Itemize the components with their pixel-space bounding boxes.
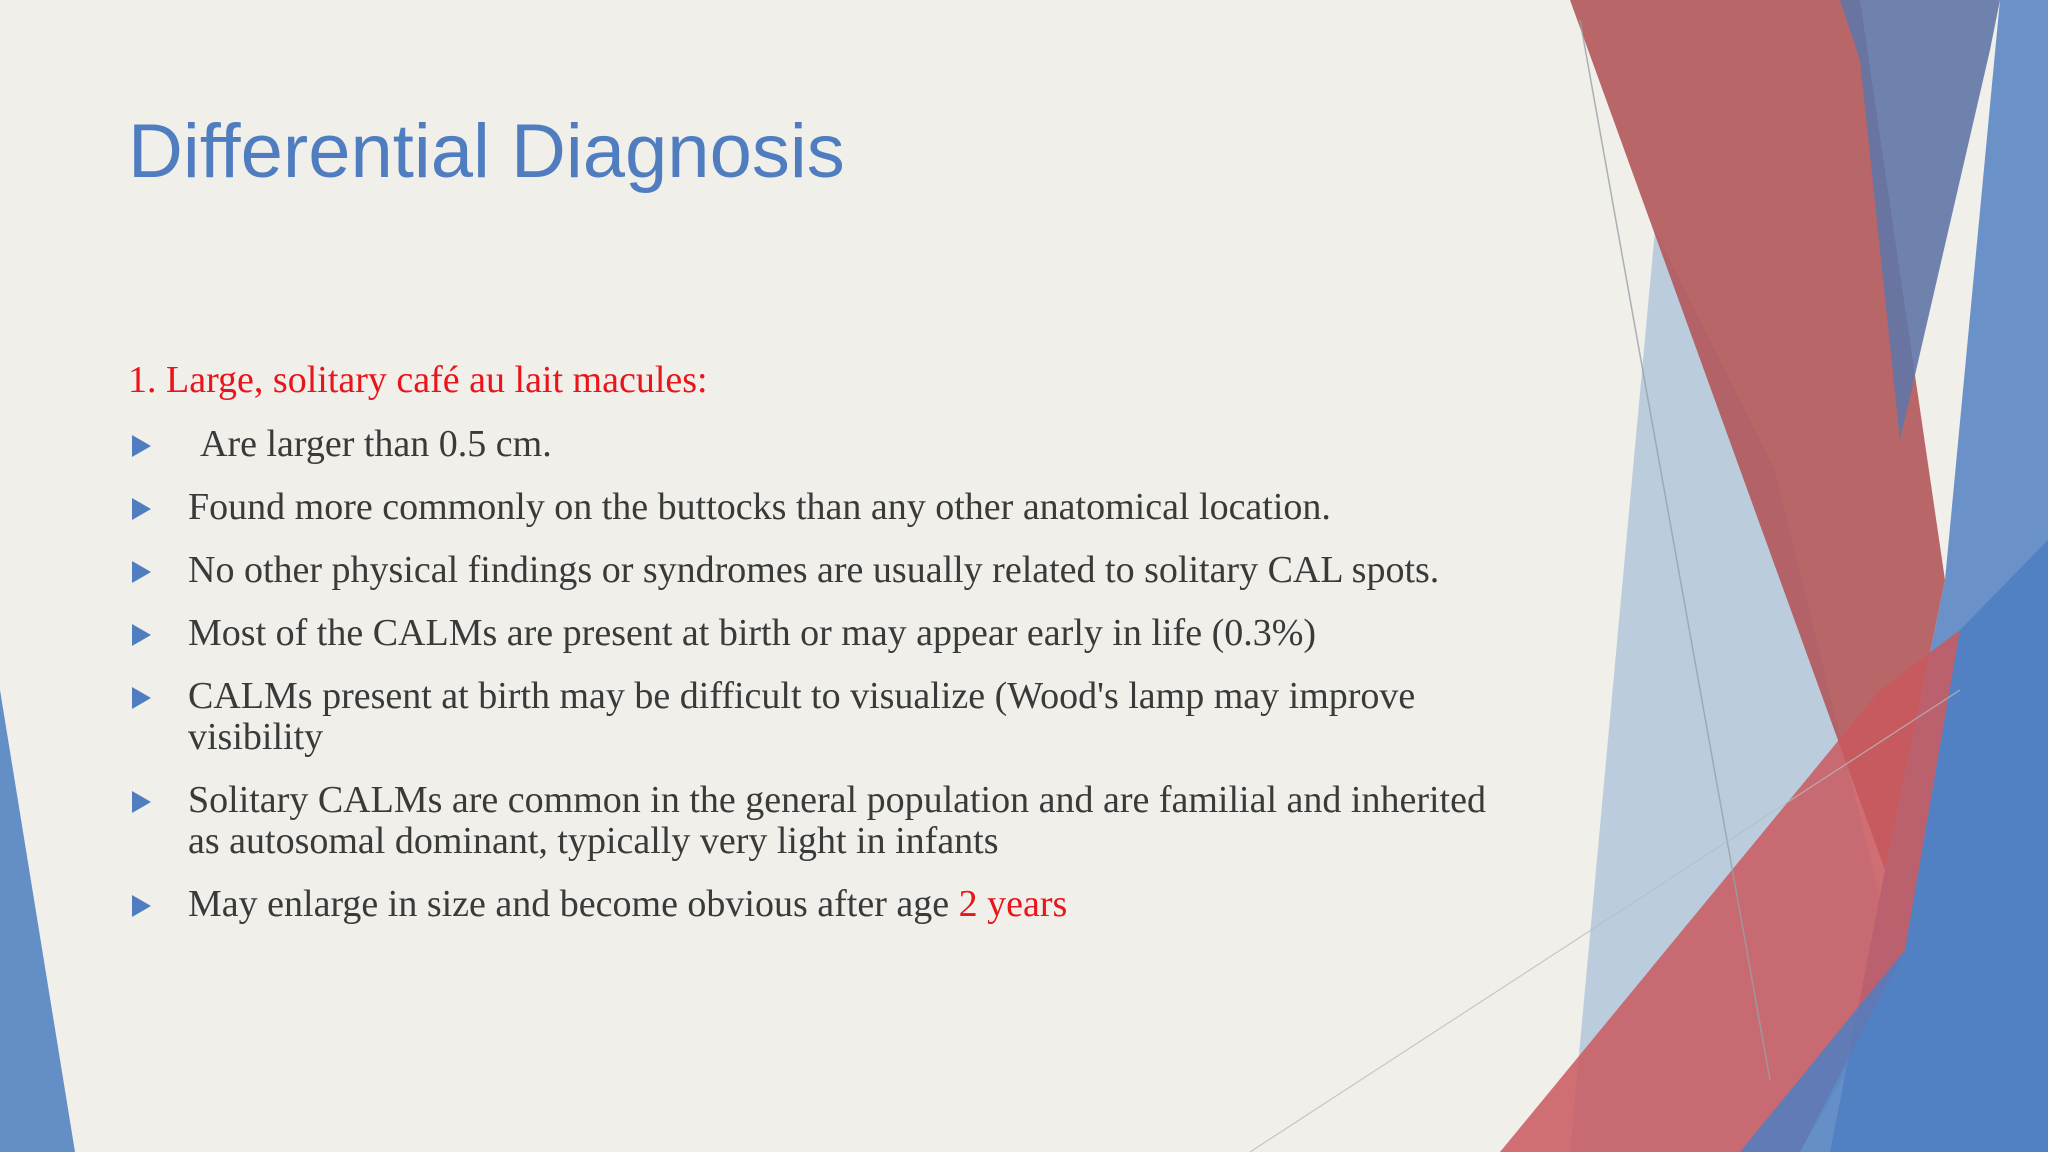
list-item [128,884,1508,925]
triangle-right-icon [132,791,151,813]
triangle-right-icon [132,624,151,646]
bullet-text: No other physical findings or syndromes are usually related to solitary CAL spots. [188,548,1440,591]
bullet-text: Found more commonly on the buttocks than any other anatomical location. [188,485,1331,528]
slide-content [128,360,1508,947]
list-item [128,487,1508,528]
triangle-right-icon [132,561,151,583]
bullet-text: CALMs present at birth may be difficult to visualize (Wood's lamp may improve visibility [188,674,1416,758]
list-item [128,424,1508,465]
bullet-text: Most of the CALMs are present at birth or may appear early in life (0.3%) [188,611,1317,654]
bullet-text: May enlarge in size and become obvious after age [188,882,959,925]
slide-title: Differential Diagnosis [128,109,845,194]
bullet-text: Solitary CALMs are common in the general population and are familial and inherited as autosomal dominant, typically very light in infants [188,778,1486,862]
list-item [128,613,1508,654]
bullet-list [128,424,1508,925]
triangle-right-icon [132,498,151,520]
list-item [128,550,1508,591]
list-item [128,780,1508,862]
list-item [128,676,1508,758]
triangle-right-icon [132,687,151,709]
triangle-right-icon [132,435,151,457]
bullet-text: Are larger than 0.5 cm. [200,422,552,465]
highlighted-age: 2 years [958,882,1068,925]
triangle-right-icon [132,895,151,917]
left-blue-wedge [0,690,75,1152]
section-heading: 1. Large, solitary café au lait macules: [128,359,708,401]
